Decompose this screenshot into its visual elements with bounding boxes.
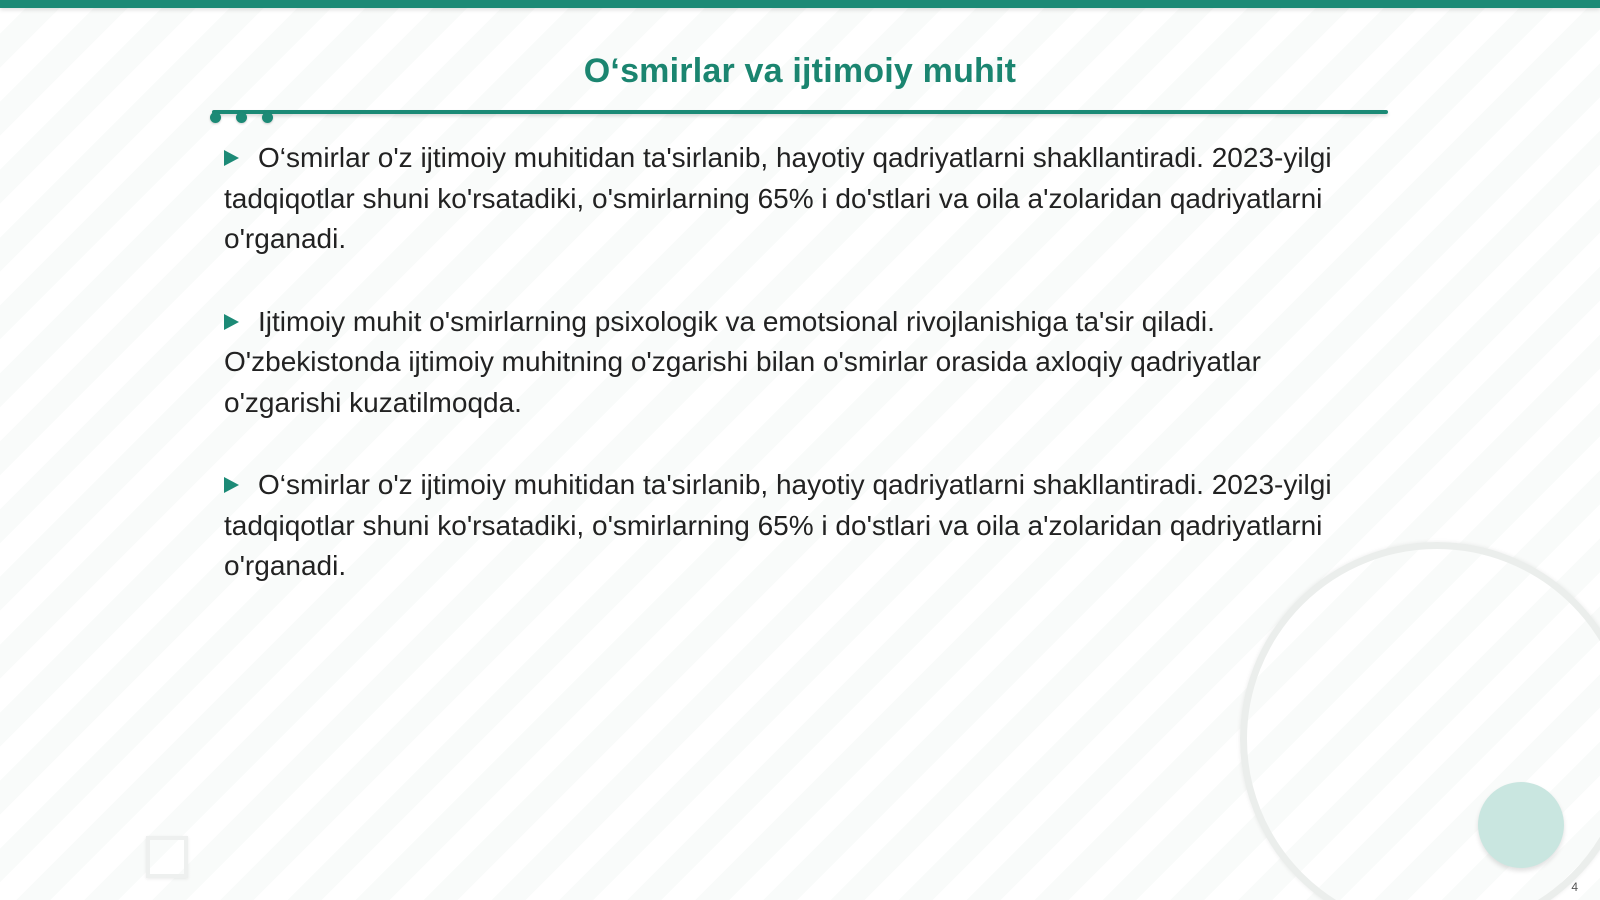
decorative-square <box>146 836 188 878</box>
slide-title: O‘smirlar va ijtimoiy muhit <box>583 52 1017 90</box>
top-accent-bar <box>0 0 1600 8</box>
bullet-item <box>224 138 1384 260</box>
underline-dot <box>262 112 273 123</box>
bullet-list <box>224 138 1384 629</box>
bullet-text: Ijtimoiy muhit o'smirlarning psixologik va emotsional rivojlanishiga ta'sir qiladi. O'zbekistonda ijtimoiy muhitning o'zgarishi bilan o'smirlar orasida axloqiy qadriyatlar o'zgarishi kuzatilmoqda. <box>224 305 1261 418</box>
triangle-right-icon <box>224 150 239 166</box>
bullet-item <box>224 465 1384 587</box>
page-number: 4 <box>1571 880 1578 894</box>
bullet-text: O‘smirlar o'z ijtimoiy muhitidan ta'sirlanib, hayotiy qadriyatlarni shakllantiradi. 2023-yilgi tadqiqotlar shuni ko'rsatadiki, o'smirlarning 65% i do'stlari va oila a'zolaridan qadriyatlarni o'rganadi. <box>224 142 1332 254</box>
underline-dot <box>210 112 221 123</box>
triangle-right-icon <box>224 477 239 493</box>
triangle-right-icon <box>224 314 239 330</box>
title-underline <box>212 110 1388 114</box>
decorative-circle <box>1478 782 1564 868</box>
bullet-item <box>224 302 1384 424</box>
bullet-text: O‘smirlar o'z ijtimoiy muhitidan ta'sirlanib, hayotiy qadriyatlarni shakllantiradi. 2023-yilgi tadqiqotlar shuni ko'rsatadiki, o'smirlarning 65% i do'stlari va oila a'zolaridan qadriyatlarni o'rganadi. <box>224 469 1332 581</box>
underline-dot <box>236 112 247 123</box>
